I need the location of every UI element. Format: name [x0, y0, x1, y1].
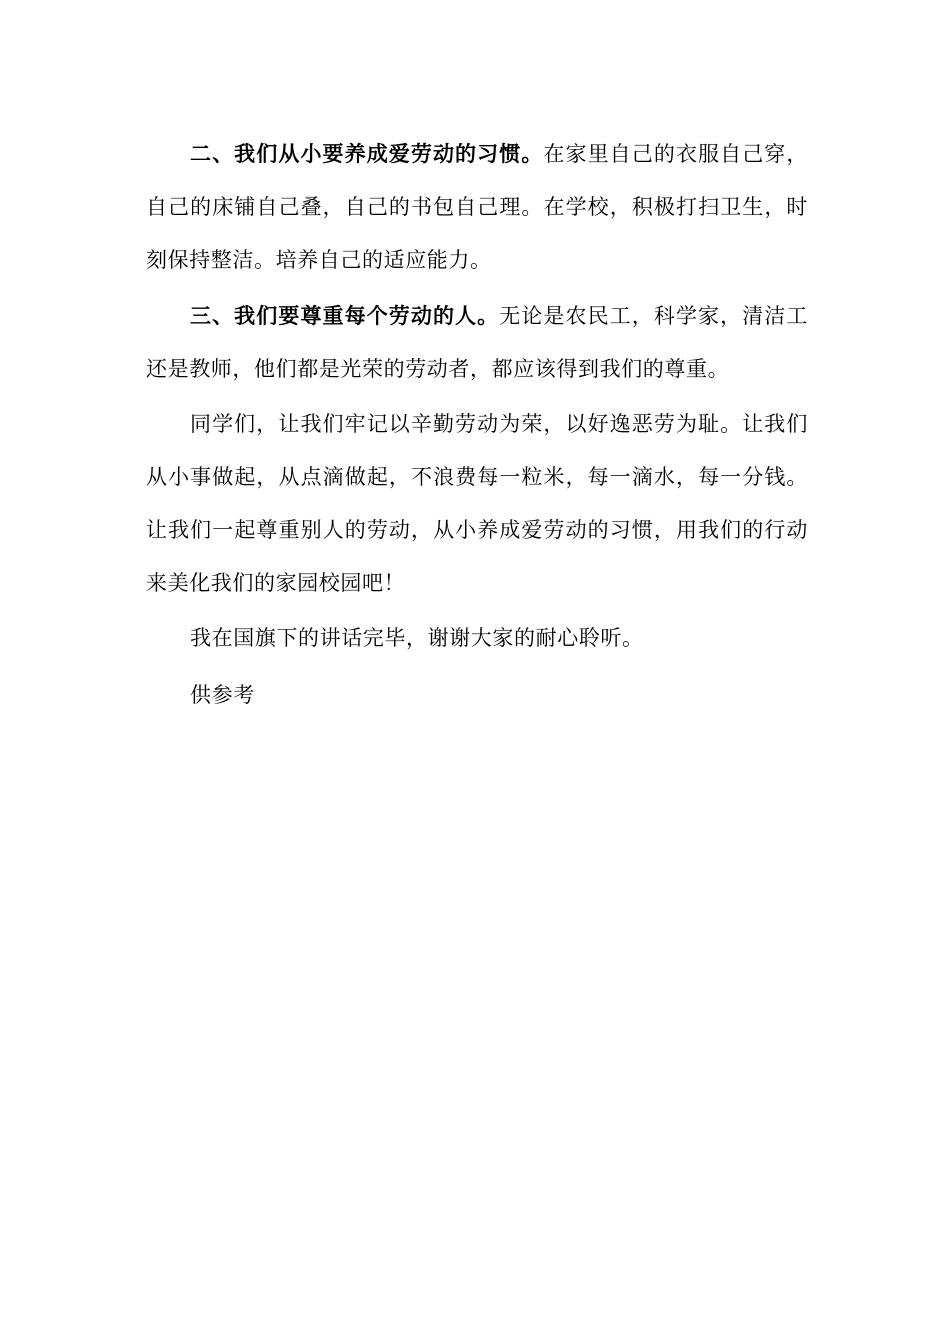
paragraph-reference-note — [146, 669, 808, 722]
paragraph-respect-workers — [146, 289, 808, 396]
paragraph-text: 在家里自己的衣服自己穿，自己的床铺自己叠，自己的书包自己理。在学校，积极打扫卫生，时刻保持整洁。培养自己的适应能力。 — [146, 142, 808, 272]
paragraph-labor-habit — [146, 127, 808, 287]
paragraph-text: 供参考 — [190, 683, 255, 707]
paragraph-text: 无论是农民工，科学家，清洁工还是教师，他们都是光荣的劳动者，都应该得到我们的尊重。 — [146, 304, 808, 381]
paragraph-heading: 三、我们要尊重每个劳动的人。 — [190, 303, 500, 328]
document-body — [146, 127, 808, 726]
paragraph-call-to-action — [146, 398, 808, 610]
paragraph-closing — [146, 612, 808, 665]
paragraph-text: 我在国旗下的讲话完毕，谢谢大家的耐心聆听。 — [190, 626, 644, 650]
paragraph-text: 同学们，让我们牢记以辛勤劳动为荣，以好逸恶劳为耻。让我们从小事做起，从点滴做起，不浪费每一粒米，每一滴水，每一分钱。让我们一起尊重别人的劳动，从小养成爱劳动的习惯，用我们的行动来美化我们的家园校园吧！ — [146, 412, 808, 595]
paragraph-heading: 二、我们从小要养成爱劳动的习惯。 — [190, 141, 544, 166]
